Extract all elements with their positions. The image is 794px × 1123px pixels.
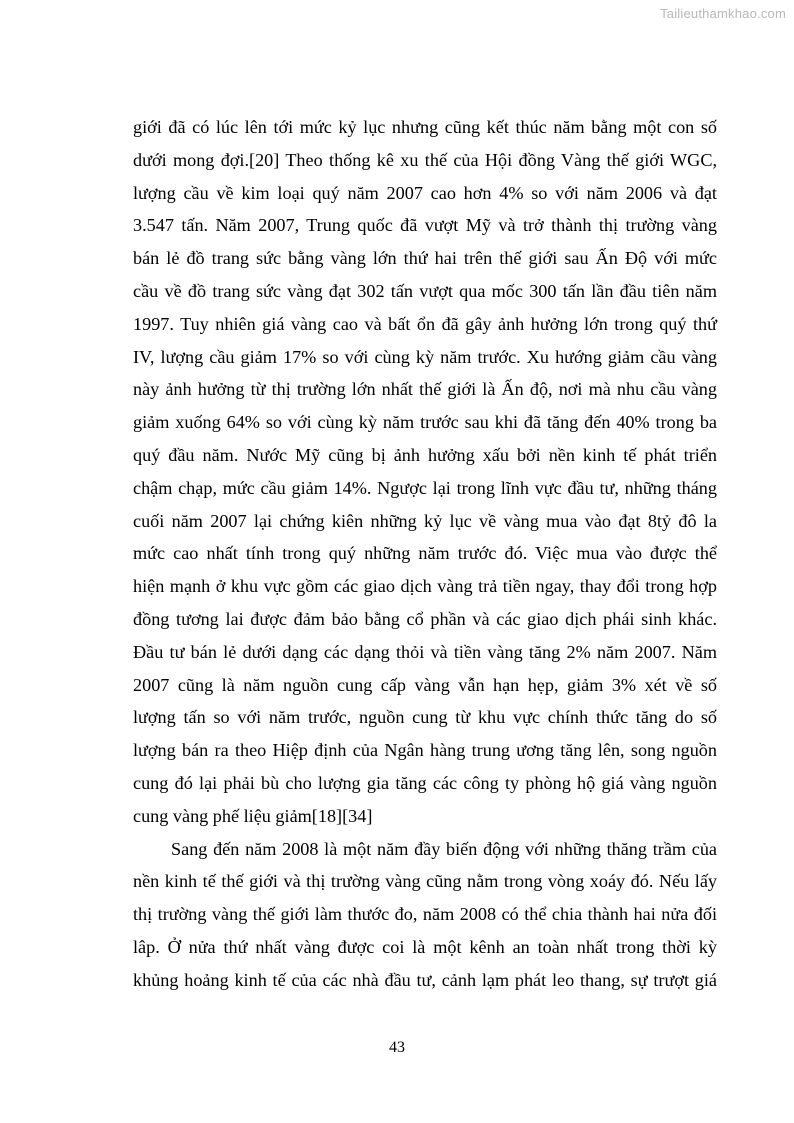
text-line: lượng cầu về kim loại quý năm 2007 cao hơn 4% so với năm 2006 và đạt (133, 182, 717, 203)
text-line: bán lẻ đồ trang sức bằng vàng lớn thứ hai trên thế giới sau Ấn Độ với mức (133, 248, 717, 269)
text-line: cầu về đồ trang sức vàng đạt 302 tấn vượt qua mốc 300 tấn lần đầu tiên năm (133, 280, 717, 301)
text-line: hiện mạnh ở khu vực gồm các giao dịch vàng trả tiền ngay, thay đổi trong hợp (133, 576, 717, 597)
text-line: giảm xuống 64% so với cùng kỳ năm trước sau khi đã tăng đến 40% trong ba (133, 412, 717, 433)
text-line: Đầu tư bán lẻ dưới dạng các dạng thỏi và tiền vàng tăng 2% năm 2007. Năm (133, 641, 717, 662)
text-line: 3.547 tấn. Năm 2007, Trung quốc đã vượt Mỹ và trở thành thị trường vàng (133, 215, 717, 236)
body-text (133, 111, 717, 997)
text-line: quý đầu năm. Nước Mỹ cũng bị ảnh hưởng xấu bởi nền kinh tế phát triển (133, 444, 717, 465)
page-number: 43 (389, 1039, 405, 1056)
text-line: 2007 cũng là năm nguồn cung cấp vàng vẫn hạn hẹp, giảm 3% xét về số (133, 674, 717, 695)
text-line: IV, lượng cầu giảm 17% so với cùng kỳ năm trước. Xu hướng giảm cầu vàng (133, 346, 717, 367)
text-line: lượng bán ra theo Hiệp định của Ngân hàng trung ương tăng lên, song nguồn (133, 740, 717, 761)
text-line: này ảnh hưởng từ thị trường lớn nhất thế giới là Ấn độ, nơi mà nhu cầu vàng (133, 379, 717, 400)
text-line: cung đó lại phải bù cho lượng gia tăng các công ty phòng hộ giá vàng nguồn (133, 772, 717, 793)
text-line: 1997. Tuy nhiên giá vàng cao và bất ổn đã gây ảnh hưởng lớn trong quý thứ (133, 313, 717, 334)
text-line: Sang đến năm 2008 là một năm đầy biến động với những thăng trầm của (171, 838, 717, 859)
text-line: mức cao nhất tính trong quý những năm trước đó. Việc mua vào được thể (133, 543, 717, 564)
watermark-text: Tailieuthamkhao.com (660, 6, 786, 21)
text-line: lượng tấn so với năm trước, nguồn cung từ khu vực chính thức tăng do số (133, 707, 717, 728)
text-line: cuối năm 2007 lại chứng kiên những kỷ lục về vàng mua vào đạt 8tỷ đô la (133, 510, 717, 531)
paragraph-2 (133, 833, 717, 997)
text-line: giới đã có lúc lên tới mức kỷ lục nhưng cũng kết thúc năm bằng một con số (133, 117, 717, 137)
text-line: nền kinh tế thế giới và thị trường vàng cũng nằm trong vòng xoáy đó. Nếu lấy (133, 871, 717, 892)
text-line: lâp. Ở nửa thứ nhất vàng được coi là một kênh an toàn nhất trong thời kỳ (133, 936, 717, 957)
text-line: đồng tương lai được đảm bảo bằng cổ phần và các giao dịch phái sinh khác. (133, 608, 717, 629)
text-line: cung vàng phế liệu giảm[18][34] (133, 805, 373, 826)
text-line: dưới mong đợi.[20] Theo thống kê xu thế của Hội đồng Vàng thế giới WGC, (133, 149, 717, 170)
paragraph-1 (133, 111, 717, 833)
text-line: chậm chạp, mức cầu giảm 14%. Ngược lại trong lĩnh vực đầu tư, những tháng (133, 477, 717, 498)
text-line: khủng hoảng kinh tế của các nhà đầu tư, cảnh lạm phát leo thang, sự trượt giá (133, 969, 717, 990)
text-line: thị trường vàng thế giới làm thước đo, năm 2008 có thể chia thành hai nửa đối (133, 904, 717, 925)
